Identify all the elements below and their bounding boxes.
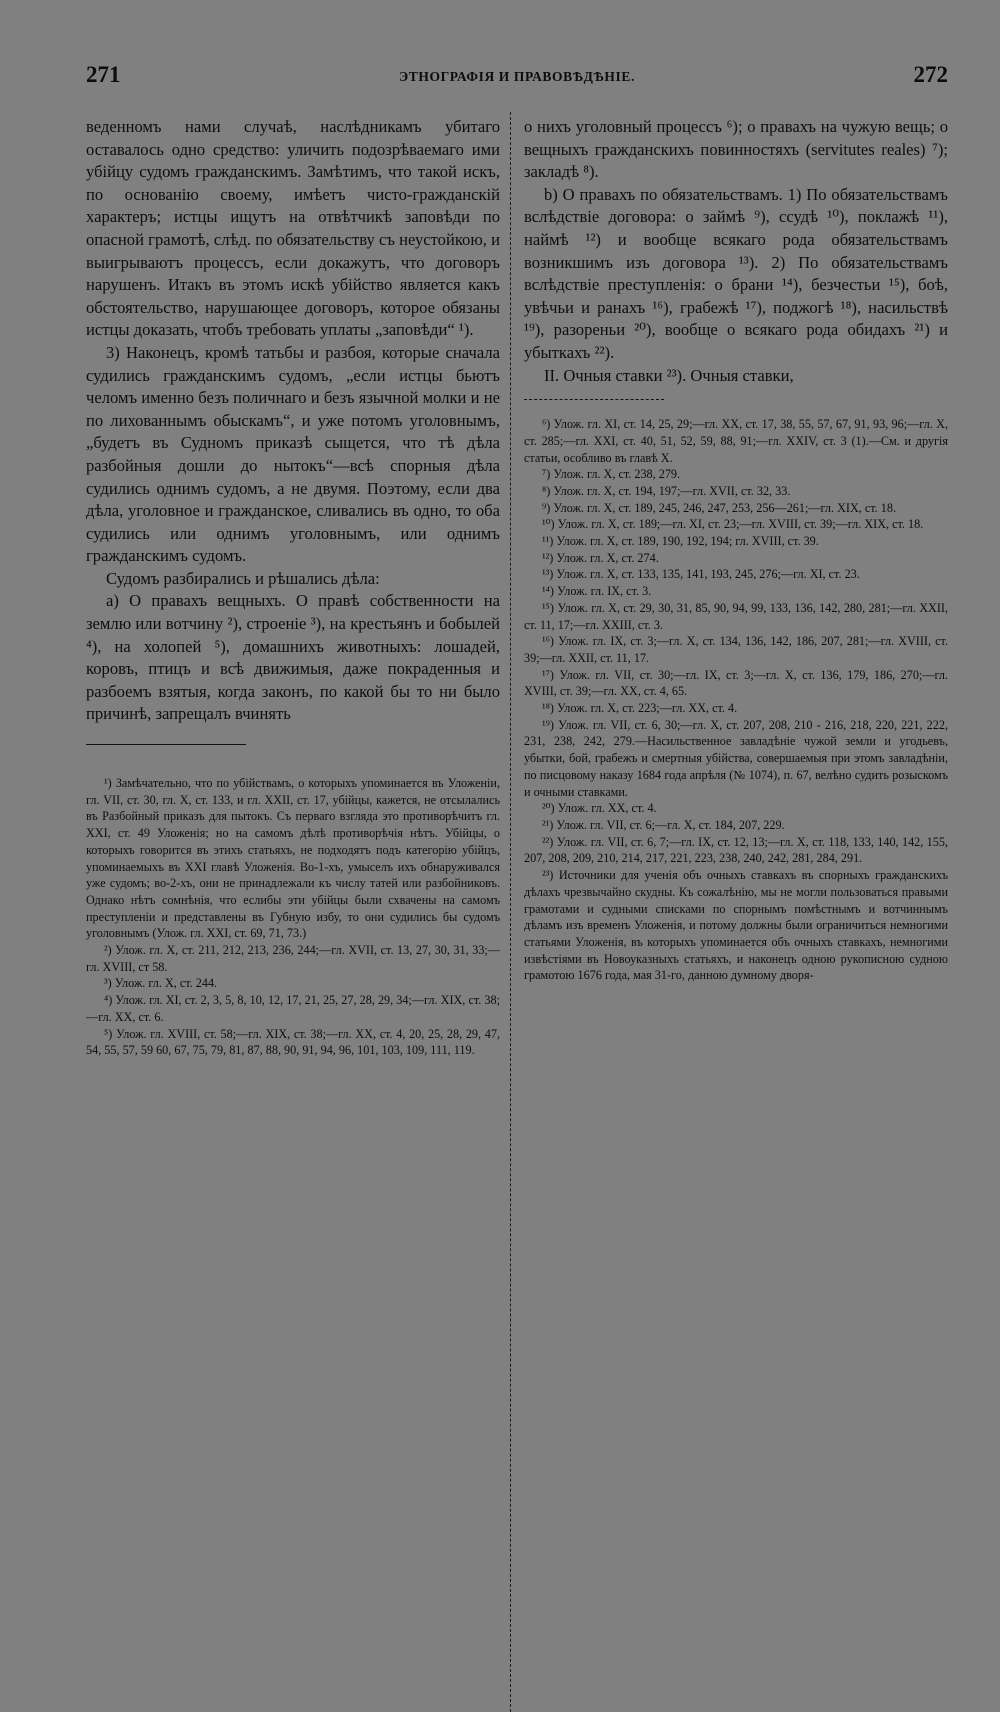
footnote: ¹⁷) Улож. гл. VII, ст. 30;—гл. IX, ст. 3;—гл. X, ст. 136, 179, 186, 270;—гл. XVIII, ст. 39;—гл. XX, ст. 4, 65.	[524, 667, 948, 699]
footnote: ⁶) Улож. гл. XI, ст. 14, 25, 29;—гл. XX, ст. 17, 38, 55, 57, 67, 91, 93, 96;—гл. X, ст. 285;—гл. XXI, ст. 40, 51, 52, 59, 88, 91;—гл. XXIV, ст. 3 (1).—См. и другія статьи, особливо въ главѣ X.	[524, 417, 948, 465]
page-number-right: 272	[913, 62, 948, 87]
footnote: ²) Улож. гл. X, ст. 211, 212, 213, 236, 244;—гл. XVII, ст. 13, 27, 30, 31, 33;—гл. XVIII, ст 58.	[86, 943, 500, 974]
footnote: ¹⁰) Улож. гл. X, ст. 189;—гл. XI, ст. 23;—гл. XVIII, ст. 39;—гл. XIX, ст. 18.	[542, 517, 924, 532]
body-paragraph: 3) Наконецъ, кромѣ татьбы и разбоя, которые сначала судились гражданскимъ судомъ, „если истцы бьютъ челомъ именно безъ поличнаго и безъ язычной молки и не по лихованнымъ обыскамъ“, и уже потомъ уголовнымъ, „будетъ въ Судномъ приказѣ сыщется, что тѣ дѣла разбойныя дошли до нытокъ“—всѣ спорныя дѣла судились однимъ судомъ, а не двумя. Поэтому, если два дѣла, уголовное и гражданское, сливались въ одно, то оба судились или однимъ уголовнымъ, или однимъ гражданскимъ судомъ.	[86, 342, 500, 566]
body-paragraph: веденномъ нами случаѣ, наслѣдникамъ убитаго оставалось одно средство: уличить подозрѣваемаго ими убійцу судомъ гражданскимъ. Замѣтимъ, что такой искъ, по основанію своему, имѣетъ чисто-гражданскій характеръ; истцы ищутъ на отвѣтчикѣ заповѣди по опасной грамотѣ, слѣд. по обязательству съ неустойкою, и выигрываютъ процессъ, если докажутъ, что договоръ нарушенъ. Итакъ въ этомъ искѣ убійство является какъ обстоятельство, нарушающее договоръ, которое обязаны истцы доказать, чтобъ требовать уплаты „заповѣди“ ¹).	[86, 117, 500, 340]
footnote: ²¹) Улож. гл. VII, ст. 6;—гл. X, ст. 184, 207, 229.	[542, 818, 785, 832]
footnote: ⁸) Улож. гл. X, ст. 194, 197;—гл. XVII, ст. 32, 33.	[542, 483, 791, 498]
column-divider	[510, 112, 511, 1712]
footnote: ⁷) Улож. гл. X, ст. 238, 279.	[542, 467, 681, 482]
footnote: ¹²) Улож. гл. X, ст. 274.	[542, 550, 659, 565]
footnote: ¹⁹) Улож. гл. VII, ст. 6, 30;—гл. X, ст. 207, 208, 210 - 216, 218, 220, 221, 222, 231, 238, 242, 279.—Насильственное завладѣніе чужой земли и угодьевъ, убытки, бой, грабежъ и смертныя убійства, совершаемыя при этомъ завладѣніи, по писцовому наказу 1684 года апрѣля (№ 1074), п. 67, велѣно судить розыскомъ и очными ставками.	[524, 717, 948, 799]
running-title: ЭТНОГРАФІЯ И ПРАВОВѢДѢНІЕ.	[399, 69, 635, 84]
footnote-rule-left	[86, 744, 246, 745]
left-footnotes	[86, 775, 500, 1059]
body-paragraph: а) О правахъ вещныхъ. О правѣ собственности на землю или вотчину ²), строеніе ³), на крестьянъ и бобылей ⁴), на холопей ⁵), домашнихъ животныхъ: лошадей, коровъ, птицъ и всѣ движимыя, даже покраденныя и разбоемъ взятыя, когда законъ, по какой бы то ни было причинѣ, запрещалъ вчинять	[86, 591, 500, 724]
footnote: ³) Улож. гл. X, ст. 244.	[104, 976, 218, 991]
footnote: ⁵) Улож. гл. XVIII, ст. 58;—гл. XIX, ст. 38;—гл. XX, ст. 4, 20, 25, 28, 29, 47, 54, 55, 57, 59 60, 67, 75, 79, 81, 87, 88, 90, 91, 94, 96, 101, 103, 109, 111, 119.	[86, 1026, 500, 1058]
footnote: ¹⁸) Улож. гл. X, ст. 223;—гл. XX, ст. 4.	[542, 701, 738, 716]
footnote: ¹³) Улож. гл. X, ст. 133, 135, 141, 193, 245, 276;—гл. XI, ст. 23.	[542, 567, 860, 582]
left-column	[86, 116, 500, 1059]
right-column	[524, 116, 948, 984]
body-paragraph: II. Очныя ставки ²³). Очныя ставки,	[544, 365, 794, 385]
footnote: ²²) Улож. гл. VII, ст. 6, 7;—гл. IX, ст. 12, 13;—гл. X, ст. 118, 133, 140, 142, 155, 207, 208, 209, 210, 214, 217, 221, 223, 238, 240, 242, 281, 284, 291.	[524, 834, 948, 866]
page-number-left: 271	[86, 62, 121, 87]
footnote: ⁹) Улож. гл. X, ст. 189, 245, 246, 247, 253, 256—261;—гл. XIX, ст. 18.	[542, 500, 897, 515]
footnote-rule-right	[524, 399, 664, 400]
left-body-text	[86, 116, 500, 726]
right-body-text	[524, 116, 948, 387]
footnote: ²³) Источники для ученія объ очныхъ ставкахъ въ спорныхъ гражданскихъ дѣлахъ чрезвычайно скудны. Къ сожалѣнію, мы не могли пользоваться правыми грамотами и судными списками по спорнымъ помѣстнымъ и вотчиннымъ дѣламъ изъ временъ Уложенія, и потому должны были ограничиться немногими статьями Уложенія, въ которыхъ упоминается объ очныхъ ставкахъ, немногими извѣстіями въ Новоуказныхъ статьяхъ, и наконецъ одною рукописною судною грамотою 1676 года, мая 31-го, данною думному дворя-	[524, 868, 948, 983]
footnote: ⁴) Улож. гл. XI, ст. 2, 3, 5, 8, 10, 12, 17, 21, 25, 27, 28, 29, 34;—гл. XIX, ст. 38;—гл. XX, ст. 6.	[86, 993, 500, 1024]
body-paragraph: b) О правахъ по обязательствамъ. 1) По обязательствамъ вслѣдствіе договора: о займѣ ⁹), ссудѣ ¹⁰), поклажѣ ¹¹), наймѣ ¹²) и вообще всякаго рода обязательствамъ возникшимъ изъ договора ¹³). 2) По обязательствамъ вслѣдствіе преступленія: о брани ¹⁴), безчестьи ¹⁵), боѣ, увѣчьи и ранахъ ¹⁶), грабежѣ ¹⁷), поджогѣ ¹⁸), насильствѣ ¹⁹), разореньи ²⁰), вообще о всякаго рода обидахъ ²¹) и убыткахъ ²²).	[524, 184, 948, 362]
footnote: ¹⁵) Улож. гл. X, ст. 29, 30, 31, 85, 90, 94, 99, 133, 136, 142, 280, 281;—гл. XXII, ст. 11, 17;—гл. XXIII, ст. 3.	[524, 600, 948, 632]
right-footnotes	[524, 416, 948, 984]
footnote: ²⁰) Улож. гл. XX, ст. 4.	[542, 801, 657, 816]
body-paragraph: Судомъ разбирались и рѣшались дѣла:	[106, 568, 380, 588]
body-paragraph: о нихъ уголовный процессъ ⁶); о правахъ на чужую вещь; о вещныхъ гражданскихъ повинностяхъ (servitutes reales) ⁷); закладѣ ⁸).	[524, 117, 948, 182]
footnote: ¹⁶) Улож. гл. IX, ст. 3;—гл. X, ст. 134, 136, 142, 186, 207, 281;—гл. XVIII, ст. 39;—гл. XXII, ст. 11, 17.	[524, 634, 948, 665]
footnote: ¹¹) Улож. гл. X, ст. 189, 190, 192, 194; гл. XVIII, ст. 39.	[542, 534, 819, 549]
page-header	[86, 62, 948, 94]
footnote: ¹) Замѣчательно, что по убійствамъ, о которыхъ упоминается въ Уложеніи, гл. VII, ст. 30, гл. X, ст. 133, и гл. XXII, ст. 17, убійцы, кажется, не отсылались въ Разбойный приказъ для пытокъ. Съ перваго взгляда это противорѣчитъ гл. XXI, ст. 49 Уложенія; но на самомъ дѣлѣ противорѣчія нѣтъ. Убійцы, о которыхъ говорится въ этихъ статьяхъ, не подходятъ подъ категорію убійцъ, упоминаемыхъ въ XXI главѣ Уложенія. Во-1-хъ, умыселъ ихъ обнаруживался уже судомъ; во-2-хъ, они не принадлежали къ числу татей или разбойниковъ. Однако нѣтъ сомнѣнія, что еслибы эти убійцы были схвачены на самомъ преступленіи и представлены въ Губную избу, то они судились бы судомъ уголовнымъ (Улож. гл. XXI, ст. 69, 71, 73.)	[86, 776, 500, 941]
footnote: ¹⁴) Улож. гл. IX, ст. 3.	[542, 584, 652, 599]
